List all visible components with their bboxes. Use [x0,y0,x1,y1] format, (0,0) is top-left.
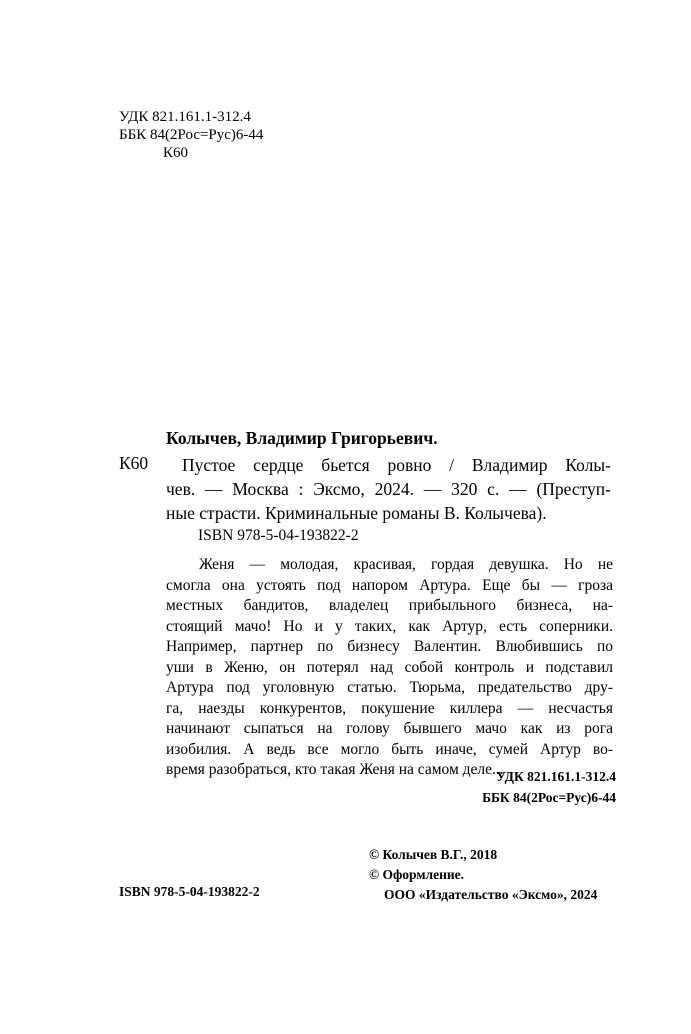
annotation-line: Например, партнер по бизнесу Валентин. Влюбившись по [166,638,613,655]
annotation-line: начинают сыпаться на голову бывшего мачо как из рога [166,720,613,737]
header-author-mark: К60 [163,145,189,161]
annotation [166,555,613,781]
annotation-line: Женя — молодая, красивая, гордая девушка. Но не [199,556,613,573]
biblio-line: ные страсти. Криминальные романы В. Колычева). [166,503,547,523]
biblio-line: Пустое сердце бьется ровно / Владимир Колы- [182,455,611,475]
classification-bbk: ББК 84(2Рос=Рус)6-44 [482,790,616,805]
copyright-publisher: ООО «Издательство «Эксмо», 2024 [384,887,598,902]
annotation-line: га, наезды конкурентов, покушение киллера — несчастья [166,699,613,717]
annotation-line: Артура под уголовную статью. Тюрьма, предательство дру- [166,679,613,696]
header-bbk: ББК 84(2Рос=Рус)6-44 [119,127,264,143]
copyright-block [369,845,597,905]
annotation-line: смогла она устоять под напором Артура. Еще бы — гроза [166,576,613,594]
classification-udk: УДК 821.161.1-312.4 [496,769,616,784]
annotation-line: уши в Женю, он потерял над собой контроль и подставил [166,658,613,676]
copyright-author: © Колычев В.Г., 2018 [369,847,498,862]
header-codes [119,108,263,162]
entry-author-mark: К60 [119,453,149,473]
annotation-line: стоящий мачо! Но и у таких, как Артур, есть соперники. [166,617,613,635]
footer-isbn: ISBN 978-5-04-193822-2 [119,884,260,899]
header-udk: УДК 821.161.1-312.4 [119,109,251,125]
copyright-design: © Оформление. [369,867,465,882]
bibliographic-description [166,453,611,525]
annotation-line: местных бандитов, владелец прибыльного бизнеса, на- [166,597,613,614]
annotation-line: изобилия. А ведь все могло быть иначе, сумей Артур во- [166,740,613,758]
annotation-line: время разобраться, кто такая Женя на самом деле... [166,761,504,778]
author-name: Колычев, Владимир Григорьевич. [166,428,438,448]
entry-isbn: ISBN 978-5-04-193822-2 [198,527,359,544]
biblio-line: чев. — Москва : Эксмо, 2024. — 320 с. — (Преступ- [166,479,611,499]
classification-codes [482,766,616,808]
